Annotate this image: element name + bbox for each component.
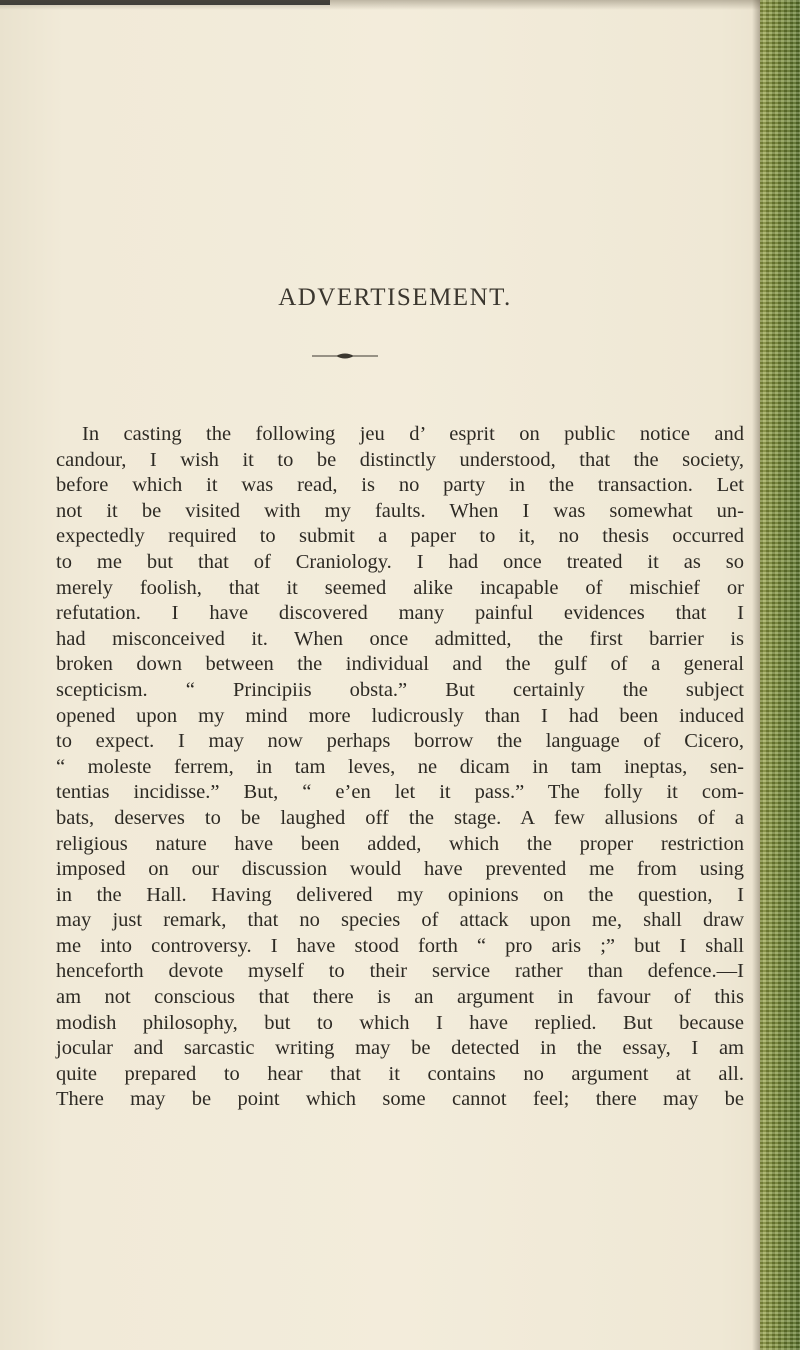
text-line: quite prepared to hear that it contains no argument at all. [56, 1062, 744, 1085]
text-line: bats, deserves to be laughed off the stage. A few allusions of a [56, 806, 744, 829]
text-line: “ moleste ferrem, in tam leves, ne dicam in tam ineptas, sen- [56, 755, 744, 778]
page-top-shading [0, 0, 800, 10]
text-line: to expect. I may now perhaps borrow the language of Cicero, [56, 730, 744, 753]
page-edge-shading [752, 0, 760, 1350]
text-line: scepticism. “ Principiis obsta.” But certainly the subject [56, 678, 744, 701]
text-line: jocular and sarcastic writing may be detected in the essay, I am [56, 1037, 744, 1060]
text-line: henceforth devote myself to their service rather than defence.—I [56, 960, 744, 983]
text-line: modish philosophy, but to which I have replied. But because [56, 1011, 744, 1034]
advertisement-body [56, 422, 744, 1113]
text-line: expectedly required to submit a paper to it, no thesis occurred [56, 525, 744, 548]
text-line: merely foolish, that it seemed alike incapable of mischief or [56, 576, 744, 599]
text-line: In casting the following jeu d’ esprit on public notice and [82, 423, 744, 445]
page-title: ADVERTISEMENT. [278, 284, 512, 311]
text-line: imposed on our discussion would have prevented me from using [56, 858, 744, 881]
text-line: religious nature have been added, which the proper restriction [56, 832, 744, 855]
text-line: me into controversy. I have stood forth “ pro aris ;” but I shall [56, 934, 744, 957]
text-line: before which it was read, is no party in the transaction. Let [56, 474, 744, 497]
text-line: to me but that of Craniology. I had once treated it as so [56, 550, 744, 573]
book-binding-edge [760, 0, 800, 1350]
text-line: refutation. I have discovered many painful evidences that I [56, 602, 744, 625]
text-line: candour, I wish it to be distinctly understood, that the society, [56, 448, 744, 471]
text-line: had misconceived it. When once admitted, the first barrier is [56, 627, 744, 650]
text-line: in the Hall. Having delivered my opinions on the question, I [56, 883, 744, 906]
text-line: broken down between the individual and the gulf of a general [56, 653, 744, 676]
text-line: may just remark, that no species of attack upon me, shall draw [56, 909, 744, 932]
text-line: There may be point which some cannot feel; there may be [56, 1088, 744, 1111]
text-line: opened upon my mind more ludicrously than I had been induced [56, 704, 744, 727]
text-line: tentias incidisse.” But, “ e’en let it pass.” The folly it com- [56, 781, 744, 804]
ornament-rule-icon [312, 351, 378, 361]
text-line: not it be visited with my faults. When I was somewhat un- [56, 499, 744, 522]
text-line: am not conscious that there is an argument in favour of this [56, 986, 744, 1009]
